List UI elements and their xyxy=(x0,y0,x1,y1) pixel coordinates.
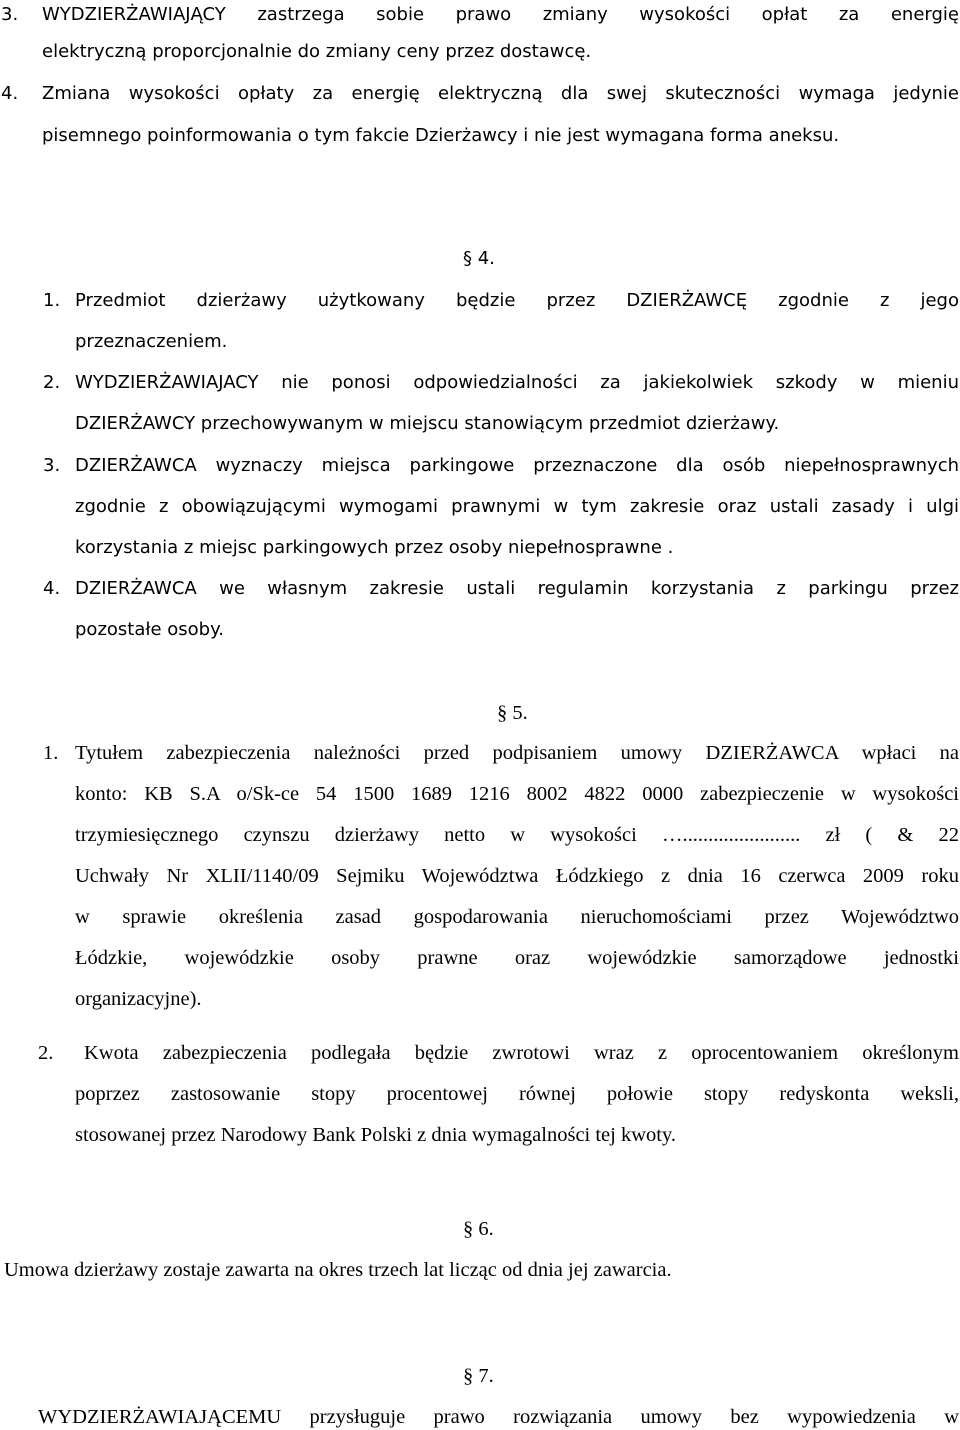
paragraph-line: stosowanej przez Narodowy Bank Polski z dnia wymagalności tej kwoty. xyxy=(75,1124,677,1146)
point-number: 4. xyxy=(43,578,61,599)
paragraph-line: pozostałe osoby. xyxy=(75,619,224,640)
paragraph-line: Uchwały Nr XLII/1140/09 Sejmiku Województwa Łódzkiego z dnia 16 czerwca 2009 roku xyxy=(75,865,959,887)
paragraph-line: Kwota zabezpieczenia podlegała będzie zwrotowi wraz z oprocentowaniem określonym xyxy=(84,1042,959,1064)
paragraph-line: zgodnie z obowiązującymi wymogami prawnymi w tym zakresie oraz ustali zasady i ulgi xyxy=(75,496,959,517)
paragraph-line: korzystania z miejsc parkingowych przez osoby niepełnosprawne . xyxy=(75,537,674,558)
paragraph-line: konto: KB S.A o/Sk-ce 54 1500 1689 1216 8002 4822 0000 zabezpieczenie w wysokości xyxy=(75,783,959,805)
section-heading: § 6. xyxy=(463,1218,494,1240)
paragraph-line: Umowa dzierżawy zostaje zawarta na okres trzech lat licząc od dnia jej zawarcia. xyxy=(4,1259,672,1281)
paragraph-line: pisemnego poinformowania o tym fakcie Dzierżawcy i nie jest wymagana forma aneksu. xyxy=(42,125,840,146)
paragraph-line: poprzez zastosowanie stopy procentowej równej połowie stopy redyskonta weksli, xyxy=(75,1083,959,1105)
point-number: 4. xyxy=(1,83,19,104)
paragraph-line: WYDZIERŻAWIAJACY nie ponosi odpowiedzialności za jakiekolwiek szkody w mieniu xyxy=(75,372,959,393)
paragraph-line: DZIERŻAWCY przechowywanym w miejscu stanowiącym przedmiot dzierżawy. xyxy=(75,413,780,434)
paragraph-line: Zmiana wysokości opłaty za energię elektryczną dla swej skuteczności wymaga jedynie xyxy=(42,83,959,104)
paragraph-line: w sprawie określenia zasad gospodarowania nieruchomościami przez Województwo xyxy=(75,906,959,928)
paragraph-line: Przedmiot dzierżawy użytkowany będzie przez DZIERŻAWCĘ zgodnie z jego xyxy=(75,290,959,311)
section-heading: § 7. xyxy=(463,1365,494,1387)
section-heading: § 4. xyxy=(463,248,495,269)
point-number: 2. xyxy=(43,372,61,393)
paragraph-line: organizacyjne). xyxy=(75,988,202,1010)
paragraph-line: przeznaczeniem. xyxy=(75,331,228,352)
point-number: 1. xyxy=(43,290,61,311)
paragraph-line: Tytułem zabezpieczenia należności przed podpisaniem umowy DZIERŻAWCA wpłaci na xyxy=(75,742,959,764)
section-heading: § 5. xyxy=(497,702,528,724)
paragraph-line: WYDZIERŻAWIAJĄCY zastrzega sobie prawo zmiany wysokości opłat za energię xyxy=(42,4,959,25)
point-number: 3. xyxy=(43,455,61,476)
point-number: 1. xyxy=(43,742,59,764)
paragraph-line: Łódzkie, wojewódzkie osoby prawne oraz wojewódzkie samorządowe jednostki xyxy=(75,947,959,969)
paragraph-line: elektryczną proporcjonalnie do zmiany ceny przez dostawcę. xyxy=(42,41,592,62)
point-number: 3. xyxy=(1,4,19,25)
paragraph-line: WYDZIERŻAWIAJĄCEMU przysługuje prawo rozwiązania umowy bez wypowiedzenia w xyxy=(38,1406,959,1428)
paragraph-line: trzymiesięcznego czynszu dzierżawy netto w wysokości …....................... zł ( & 22 xyxy=(75,824,959,846)
paragraph-line: DZIERŻAWCA we własnym zakresie ustali regulamin korzystania z parkingu przez xyxy=(75,578,959,599)
point-number: 2. xyxy=(38,1042,54,1064)
paragraph-line: DZIERŻAWCA wyznaczy miejsca parkingowe przeznaczone dla osób niepełnosprawnych xyxy=(75,455,959,476)
